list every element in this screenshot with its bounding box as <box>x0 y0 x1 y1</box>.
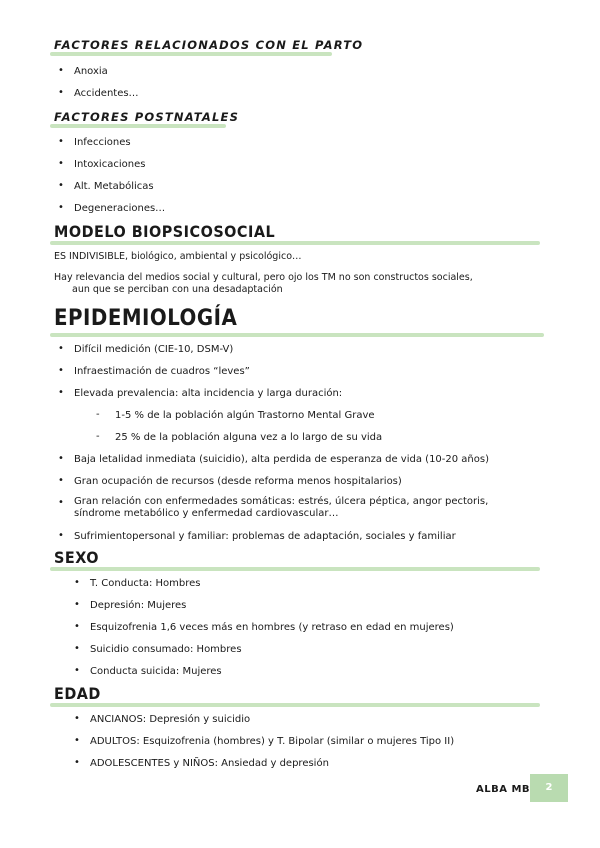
bullet: • <box>58 87 64 98</box>
list-item: Anoxia <box>74 66 108 77</box>
list-item: Baja letalidad inmediata (suicidio), alta perdida de esperanza de vida (10-20 años) <box>74 454 489 465</box>
list-item: Depresión: Mujeres <box>90 600 187 611</box>
list-item: Elevada prevalencia: alta incidencia y larga duración: <box>74 388 343 399</box>
paragraph: Hay relevancia del medios social y cultural, pero ojo los TM no son constructos sociales, <box>54 272 473 283</box>
bullet: • <box>74 599 80 610</box>
bullet: • <box>58 65 64 76</box>
bullet: • <box>74 757 80 768</box>
page-number-box <box>530 774 568 802</box>
list-item: Gran relación con enfermedades somáticas: estrés, úlcera péptica, angor pectoris, <box>74 496 489 507</box>
list-item-continuation: síndrome metabólico y enfermedad cardiovascular… <box>74 508 339 519</box>
section-heading-postnatales: FACTORES POSTNATALES <box>54 110 239 124</box>
bullet: • <box>58 136 64 147</box>
paragraph: aun que se perciban con una desadaptación <box>72 284 283 295</box>
bullet: • <box>58 497 64 508</box>
list-item: Accidentes… <box>74 88 139 99</box>
list-sub-item: 1-5 % de la población algún Trastorno Mental Grave <box>115 410 375 421</box>
bullet: • <box>58 180 64 191</box>
footer-author: ALBA MB <box>476 784 531 795</box>
bullet: • <box>74 713 80 724</box>
list-item: Infecciones <box>74 137 131 148</box>
list-item: ANCIANOS: Depresión y suicidio <box>90 714 251 725</box>
dash: - <box>96 431 100 442</box>
bullet: • <box>58 365 64 376</box>
bullet: • <box>58 453 64 464</box>
list-item: Alt. Metabólicas <box>74 181 154 192</box>
list-item: Suicidio consumado: Hombres <box>90 644 242 655</box>
bullet: • <box>58 343 64 354</box>
dash: - <box>96 409 100 420</box>
list-item: Sufrimientopersonal y familiar: problemas de adaptación, sociales y familiar <box>74 531 456 542</box>
bullet: • <box>58 387 64 398</box>
list-item: Esquizofrenia 1,6 veces más en hombres (y retraso en edad en mujeres) <box>90 622 454 633</box>
bullet: • <box>58 530 64 541</box>
list-item: Gran ocupación de recursos (desde reforma menos hospitalarios) <box>74 476 402 487</box>
bullet: • <box>74 643 80 654</box>
list-item: Degeneraciones… <box>74 203 166 214</box>
list-item: Infraestimación de cuadros “leves” <box>74 366 250 377</box>
list-item: Intoxicaciones <box>74 159 146 170</box>
list-item: Difícil medición (CIE-10, DSM-V) <box>74 344 234 355</box>
bullet: • <box>74 621 80 632</box>
section-heading-epidemiologia: EPIDEMIOLOGÍA <box>54 306 237 331</box>
list-sub-item: 25 % de la población alguna vez a lo largo de su vida <box>115 432 383 443</box>
section-heading-sexo: SEXO <box>54 548 99 567</box>
page-number: 2 <box>545 782 553 793</box>
list-item: Conducta suicida: Mujeres <box>90 666 222 677</box>
paragraph: ES INDIVISIBLE, biológico, ambiental y psicológico… <box>54 251 302 262</box>
list-item: ADULTOS: Esquizofrenia (hombres) y T. Bipolar (similar o mujeres Tipo II) <box>90 736 455 747</box>
list-item: T. Conducta: Hombres <box>90 578 201 589</box>
bullet: • <box>58 475 64 486</box>
section-heading-parto: FACTORES RELACIONADOS CON EL PARTO <box>54 38 363 52</box>
bullet: • <box>74 665 80 676</box>
list-item: ADOLESCENTES y NIÑOS: Ansiedad y depresión <box>90 758 329 769</box>
section-heading-modelo: MODELO BIOPSICOSOCIAL <box>54 222 275 241</box>
bullet: • <box>58 202 64 213</box>
section-heading-edad: EDAD <box>54 684 101 703</box>
bullet: • <box>74 577 80 588</box>
bullet: • <box>58 158 64 169</box>
bullet: • <box>74 735 80 746</box>
